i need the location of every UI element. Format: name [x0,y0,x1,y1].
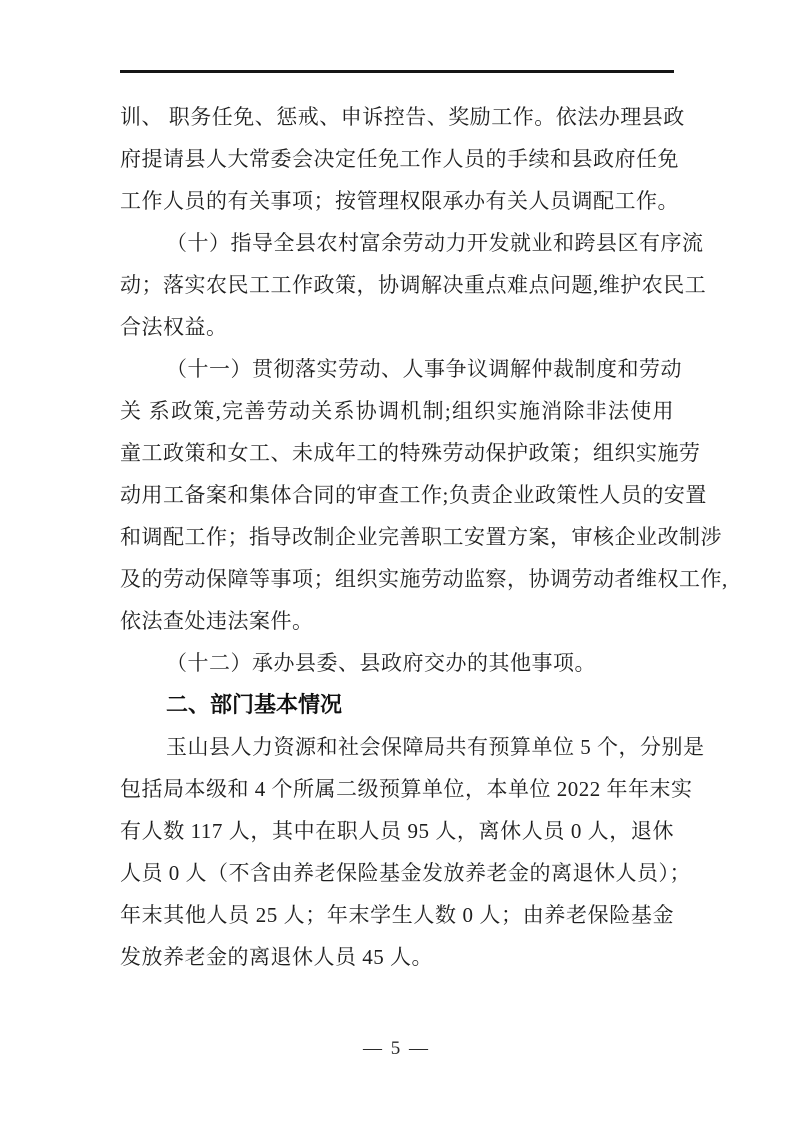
text-line: 训、 职务任免、惩戒、申诉控告、奖励工作。依法办理县政 [120,105,685,129]
text-line: 合法权益。 [120,315,228,339]
paragraph-department-overview [120,726,705,978]
text-line: 动用工备案和集体合同的审查工作;负责企业政策性人员的安置 [120,483,707,507]
paragraph-item-12 [120,642,674,684]
text-line: 依法查处违法案件。 [120,609,314,633]
text-line: 工作人员的有关事项；按管理权限承办有关人员调配工作。 [120,189,679,213]
text-line: 包括局本级和 4 个所属二级预算单位，本单位 2022 年年末实 [120,777,693,801]
page-number: — 5 — [363,1038,430,1059]
text-line: 关 系政策,完善劳动关系协调机制;组织实施消除非法使用 [120,399,674,423]
text-line: 及的劳动保障等事项；组织实施劳动监察，协调劳动者维权工作, [120,567,728,591]
page-footer [0,1038,793,1060]
document-body [120,96,728,978]
text-line: （十一）贯彻落实劳动、人事争议调解仲裁制度和劳动 [166,357,682,381]
section-heading: 二、部门基本情况 [166,692,343,717]
paragraph-item-11 [120,348,728,642]
text-line: （十）指导全县农村富余劳动力开发就业和跨县区有序流 [166,231,704,255]
text-line: （十二）承办县委、县政府交办的其他事项。 [166,651,596,675]
text-line: 府提请县人大常委会决定任免工作人员的手续和县政府任免 [120,147,679,171]
text-line: 玉山县人力资源和社会保障局共有预算单位 5 个，分别是 [166,735,705,759]
text-line: 童工政策和女工、未成年工的特殊劳动保护政策；组织实施劳 [120,441,701,465]
text-line: 年末其他人员 25 人；年末学生人数 0 人；由养老保险基金 [120,903,674,927]
paragraph-continuation [120,96,685,222]
paragraph-item-10 [120,222,707,348]
text-line: 有人数 117 人，其中在职人员 95 人，离休人员 0 人，退休 [120,819,674,843]
text-line: 动；落实农民工工作政策，协调解决重点难点问题,维护农民工 [120,273,707,297]
text-line: 和调配工作；指导改制企业完善职工安置方案，审核企业改制涉 [120,525,722,549]
text-line: 人员 0 人（不含由养老保险基金发放养老金的离退休人员）； [120,861,691,885]
header-rule-divider [120,70,674,73]
text-line: 发放养老金的离退休人员 45 人。 [120,945,433,969]
